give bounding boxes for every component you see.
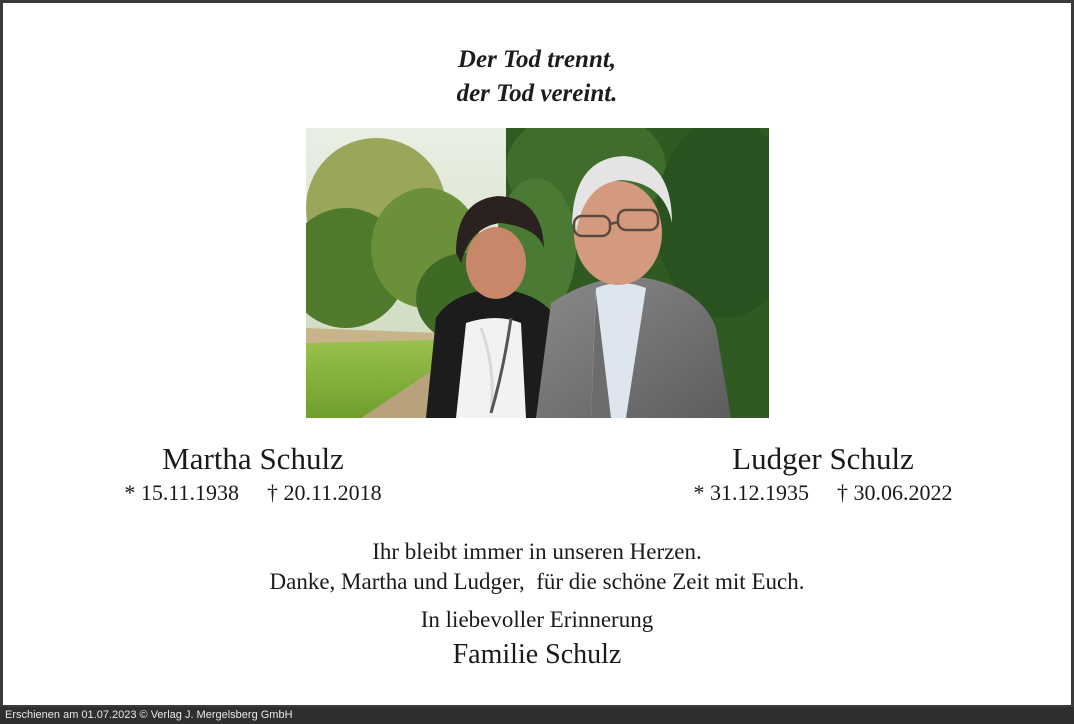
motto-line-2: der Tod vereint. bbox=[456, 80, 618, 107]
person-dates bbox=[683, 479, 963, 507]
death-date: † 30.06.2022 bbox=[837, 480, 953, 505]
couple-photo bbox=[306, 128, 769, 418]
closing-line-1: Ihr bleibt immer in unseren Herzen. bbox=[372, 539, 702, 564]
obituary-card bbox=[3, 3, 1071, 705]
couple-photo-icon bbox=[306, 128, 769, 418]
motto-line-1: Der Tod trennt, bbox=[457, 46, 617, 73]
person-name: Martha Schulz bbox=[162, 441, 344, 476]
closing-line-2: Danke, Martha und Ludger, für die schöne Zeit mit Euch. bbox=[269, 569, 805, 594]
footer-text: Erschienen am 01.07.2023 © Verlag J. Mergelsberg GmbH bbox=[5, 709, 293, 721]
family-signature: Familie Schulz bbox=[452, 639, 622, 670]
closing-text bbox=[3, 537, 1071, 673]
person-name: Ludger Schulz bbox=[732, 441, 914, 476]
death-date: † 20.11.2018 bbox=[267, 480, 382, 505]
motto bbox=[3, 43, 1071, 111]
birth-date: * 15.11.1938 bbox=[124, 480, 239, 505]
birth-date: * 31.12.1935 bbox=[693, 480, 809, 505]
closing-line-3: In liebevoller Erinnerung bbox=[420, 607, 654, 632]
person-dates bbox=[113, 479, 393, 507]
person-martha bbox=[113, 441, 393, 507]
person-ludger bbox=[683, 441, 963, 507]
footer-bar bbox=[0, 707, 1074, 724]
